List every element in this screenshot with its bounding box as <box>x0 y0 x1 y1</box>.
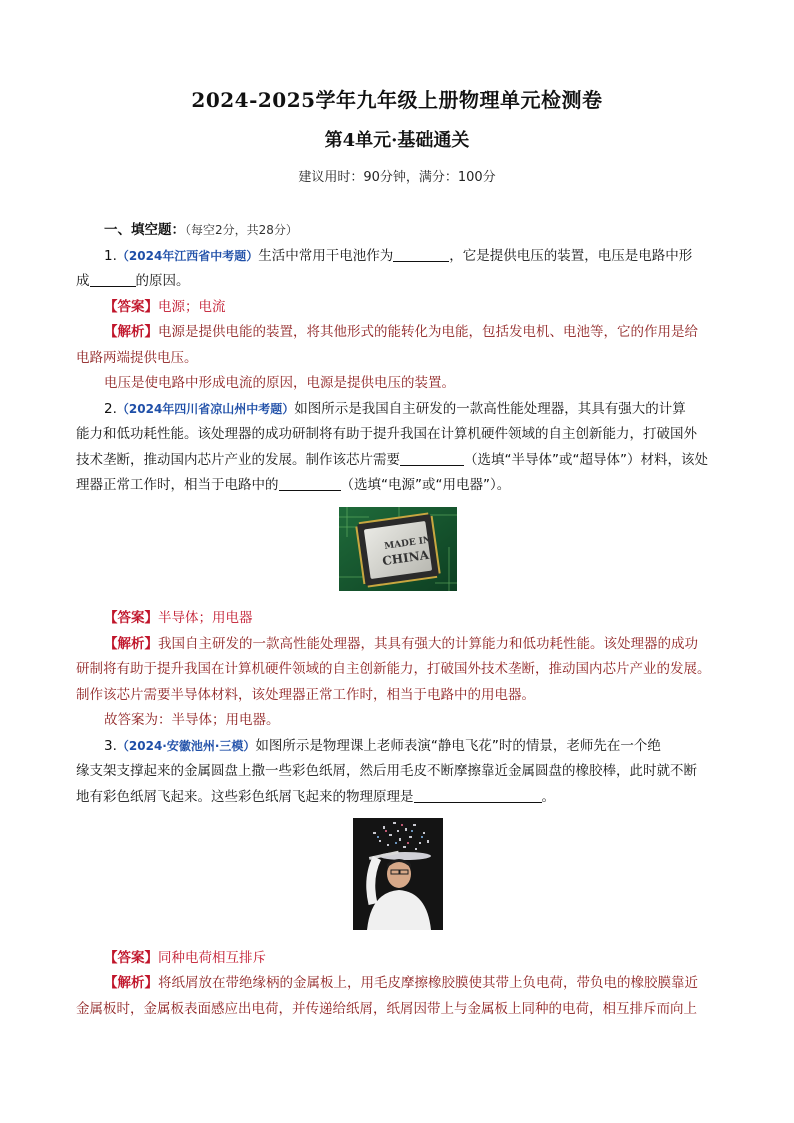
answer-text: 同种电荷相互排斥 <box>158 949 266 966</box>
question-number: 2. <box>104 400 117 417</box>
analysis-tag: 【解析】 <box>104 635 158 652</box>
question-3-line3: 地有彩色纸屑飞起来。这些彩色纸屑飞起来的物理原理是 。 <box>76 788 555 805</box>
answer-tag: 【答案】 <box>104 610 158 626</box>
answer-tag: 【答案】 <box>104 949 158 966</box>
answer-tag: 【答案】 <box>104 298 158 315</box>
question-number: 1. <box>104 247 117 264</box>
answer-3 <box>76 946 720 972</box>
exam-body <box>76 218 720 1022</box>
analysis-2-cont2: 制作该芯片需要半导体材料，该处理器正常工作时，相当于电路中的用电器。 <box>76 686 535 703</box>
question-3-line2: 缘支架支撑起来的金属圆盘上撒一些彩色纸屑，然后用毛皮不断摩擦靠近金属圆盘的橡胶棒，此时就不断 <box>76 763 697 779</box>
question-1-cont: 成 的原因。 <box>76 273 190 289</box>
analysis-1-cont2: 电压是使电路中形成电流的原因，电源是提供电压的装置。 <box>104 375 455 391</box>
chip-image <box>339 507 457 591</box>
unit-subtitle: 第4单元·基础通关 <box>324 130 470 151</box>
question-source: （2024·安徽池州·三模） <box>116 738 256 753</box>
answer-blank[interactable] <box>414 788 542 803</box>
analysis-tag: 【解析】 <box>104 324 158 340</box>
question-source: （2024年江西省中考题） <box>116 248 259 263</box>
question-3: 3.（2024·安徽池州·三模）如图所示是物理课上老师表演“静电飞花”时的情景，老师先在一个绝 <box>104 737 661 754</box>
answer-text: 半导体；用电器 <box>158 610 253 626</box>
question-2-line3: 技术垄断，推动国内芯片产业的发展。制作该芯片需要 （选填“半导体”或“超导体”）材料，该处 <box>76 451 708 468</box>
analysis-tag: 【解析】 <box>104 975 158 991</box>
page-title: 2024-2025学年九年级上册物理单元检测卷 <box>191 88 603 112</box>
chip-label-line2: CHINA <box>381 547 430 568</box>
answer-1 <box>76 295 720 321</box>
section-score: （每空2分，共28分） <box>185 223 298 237</box>
answer-blank[interactable] <box>393 247 449 262</box>
answer-2 <box>76 606 720 632</box>
analysis-1: 【解析】电源是提供电能的装置，将其他形式的能转化为电能，包括发电机、电池等，它的作用是给 <box>104 324 698 340</box>
answer-blank[interactable] <box>400 451 464 466</box>
section-heading: 一、填空题：（每空2分，共28分） <box>104 222 298 238</box>
question-2-line2: 能力和低功耗性能。该处理器的成功研制将有助于提升我国在计算机硬件领域的自主创新能力，打破国外 <box>76 426 697 442</box>
chip-label-line1: MADE IN <box>383 534 432 552</box>
question-2: 2.（2024年四川省凉山州中考题）如图所示是我国自主研发的一款高性能处理器，其具有强大的计算 <box>104 400 686 417</box>
answer-text: 电源；电流 <box>158 298 226 315</box>
analysis-2-cont: 研制将有助于提升我国在计算机硬件领域的自主创新能力，打破国外技术垄断，推动国内芯片产业的发展。 <box>76 661 711 677</box>
question-number: 3. <box>104 737 117 754</box>
chip-figure <box>76 507 720 601</box>
analysis-1-cont: 电路两端提供电压。 <box>76 349 198 366</box>
conclusion-2: 故答案为：半导体；用电器。 <box>104 712 280 728</box>
time-and-score-info: 建议用时：90分钟，满分：100分 <box>298 170 496 185</box>
answer-blank[interactable] <box>90 272 136 287</box>
teacher-demo-image <box>353 818 443 930</box>
analysis-2: 【解析】我国自主研发的一款高性能处理器，其具有强大的计算能力和低功耗性能。该处理器的成功 <box>104 635 698 652</box>
question-2-line4: 理器正常工作时，相当于电路中的 （选填“电源”或“用电器”）。 <box>76 477 511 493</box>
analysis-3-cont: 金属板时，金属板表面感应出电荷，并传递给纸屑，纸屑因带上与金属板上同种的电荷，相互排斥而向上 <box>76 1000 697 1017</box>
answer-blank[interactable] <box>279 476 341 491</box>
static-flower-figure <box>76 818 720 940</box>
question-source: （2024年四川省凉山州中考题） <box>116 401 295 416</box>
analysis-3: 【解析】将纸屑放在带绝缘柄的金属板上，用毛皮摩擦橡胶膜使其带上负电荷，带负电的橡胶膜靠近 <box>104 975 698 991</box>
question-1: 1.（2024年江西省中考题）生活中常用干电池作为 ，它是提供电压的装置，电压是电路中形 <box>104 247 693 264</box>
